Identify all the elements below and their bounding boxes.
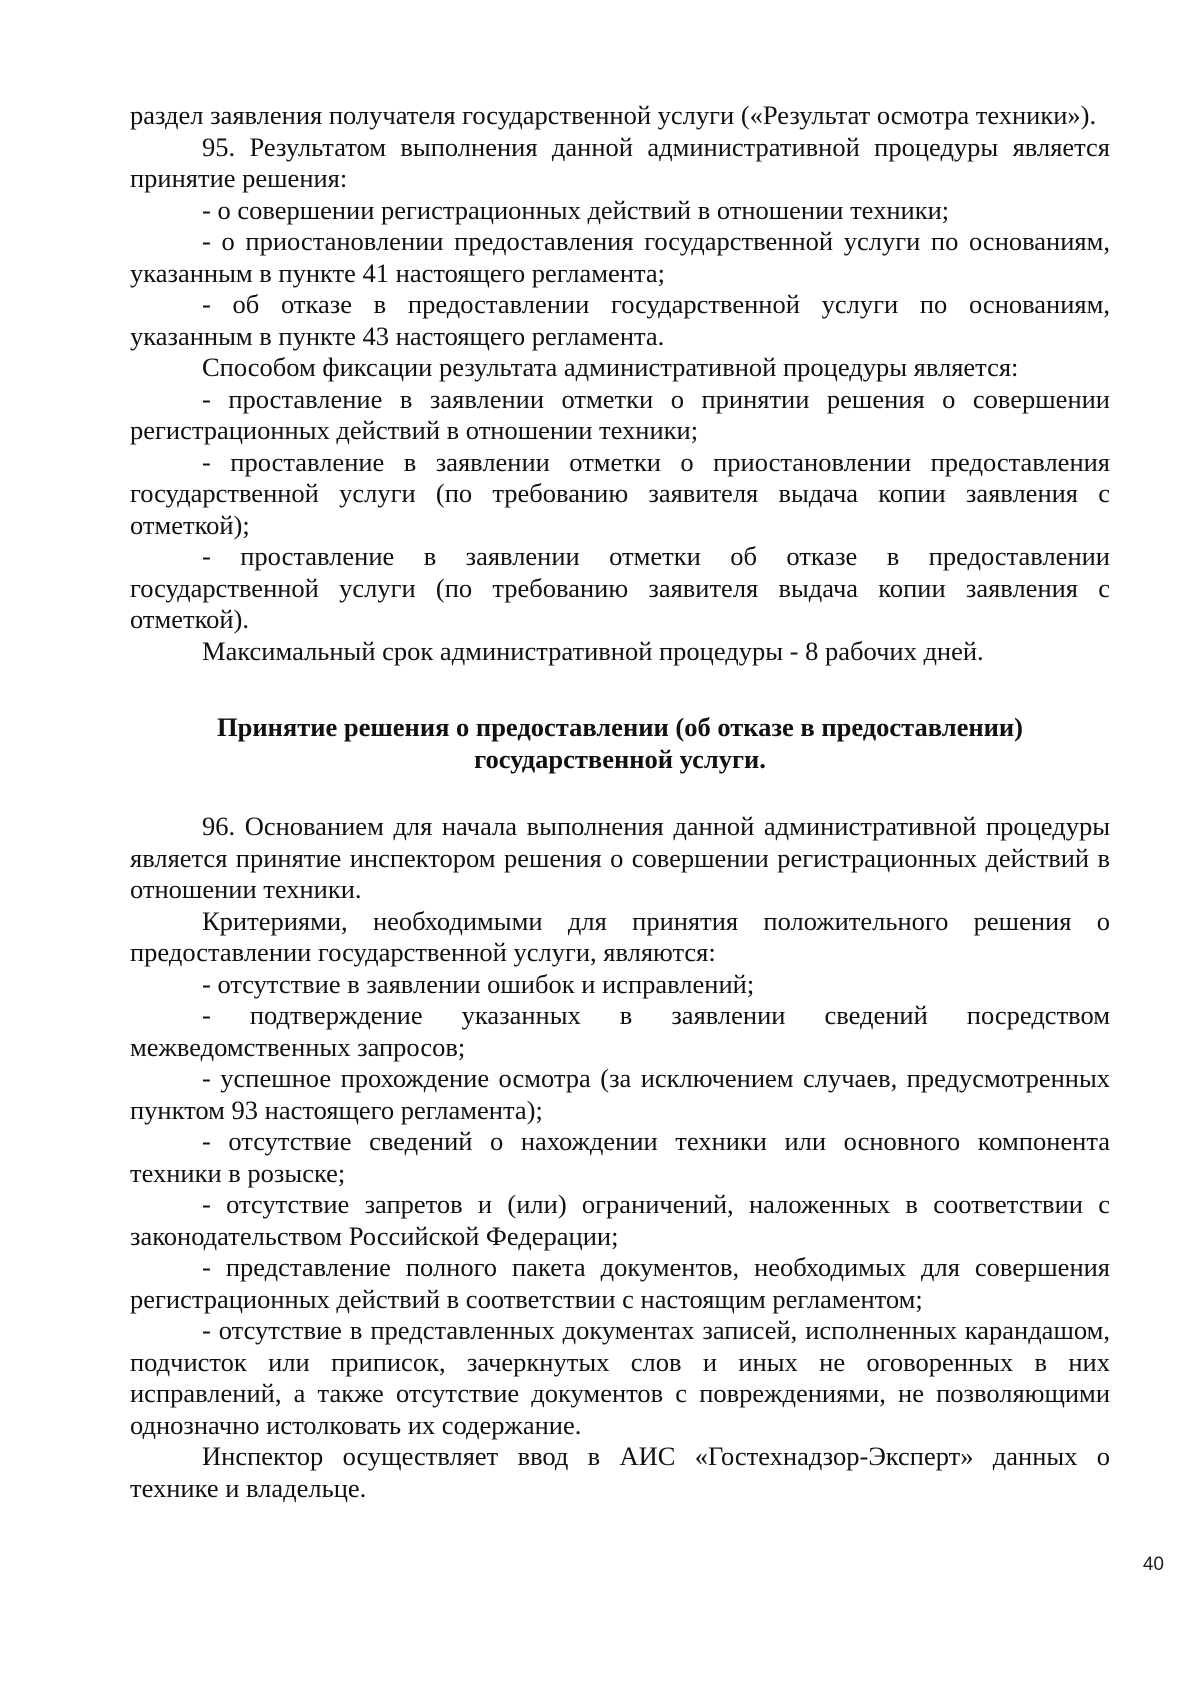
list-item-no-errors: - отсутствие в заявлении ошибок и исправлений; bbox=[202, 968, 755, 999]
document-page bbox=[130, 100, 1110, 1504]
list-item-no-restrictions: - отсутствие запретов и (или) ограничений, наложенных в соответствии с законодательством Российской Федерации; bbox=[130, 1189, 1110, 1251]
page-number: 40 bbox=[1142, 1554, 1164, 1575]
list-item-no-corrections: - отсутствие в представленных документах записей, исполненных карандашом, подчисток или приписок, зачеркнутых слов и иных не оговоренных в них исправлений, а также отсутствие документов с повреждениями, не позволяющими однозначно истолковать их содержание. bbox=[130, 1315, 1110, 1440]
section-heading bbox=[130, 711, 1110, 775]
list-item-refusal: - об отказе в предоставлении государственной услуги по основаниям, указанным в пункте 43 настоящего регламента. bbox=[130, 289, 1110, 351]
list-item-registration: - о совершении регистрационных действий в отношении техники; bbox=[202, 194, 950, 225]
paragraph-inspector-input: Инспектор осуществляет ввод в АИС «Гостехнадзор-Эксперт» данных о технике и владельце. bbox=[130, 1441, 1110, 1503]
paragraph-max-term: Максимальный срок административной процедуры - 8 рабочих дней. bbox=[202, 635, 984, 666]
section-heading-line-1: Принятие решения о предоставлении (об отказе в предоставлении) bbox=[217, 712, 1023, 742]
list-item-mark-decision: - проставление в заявлении отметки о принятии решения о совершении регистрационных действий в отношении техники; bbox=[130, 383, 1110, 445]
paragraph-fixation-method: Способом фиксации результата административной процедуры является: bbox=[202, 352, 1019, 382]
list-item-mark-refusal: - проставление в заявлении отметки об отказе в предоставлении государственной услуги (по требованию заявителя выдача копии заявления с отметкой). bbox=[130, 541, 1110, 634]
list-item-confirmation: - подтверждение указанных в заявлении сведений посредством межведомственных запросов; bbox=[130, 1000, 1110, 1062]
paragraph-criteria: Критериями, необходимыми для принятия положительного решения о предоставлении государственной услуги, являются: bbox=[130, 905, 1110, 967]
paragraph-95: 95. Результатом выполнения данной административной процедуры является принятие решения: bbox=[130, 131, 1110, 193]
paragraph-96: 96. Основанием для начала выполнения данной административной процедуры является принятие инспектором решения о совершении регистрационных действий в отношении техники. bbox=[130, 811, 1110, 904]
paragraph-continuation: раздел заявления получателя государственной услуги («Результат осмотра техники»). bbox=[130, 100, 1097, 130]
list-item-suspension: - о приостановлении предоставления государственной услуги по основаниям, указанным в пункте 41 настоящего регламента; bbox=[130, 226, 1110, 288]
list-item-not-wanted: - отсутствие сведений о нахождении техники или основного компонента техники в розыске; bbox=[130, 1126, 1110, 1188]
list-item-mark-suspension: - проставление в заявлении отметки о приостановлении предоставления государственной услуги (по требованию заявителя выдача копии заявления с отметкой); bbox=[130, 446, 1110, 540]
list-item-full-package: - представление полного пакета документов, необходимых для совершения регистрационных действий в соответствии с настоящим регламентом; bbox=[130, 1252, 1110, 1314]
list-item-inspection: - успешное прохождение осмотра (за исключением случаев, предусмотренных пунктом 93 настоящего регламента); bbox=[130, 1063, 1110, 1125]
section-heading-line-2: государственной услуги. bbox=[474, 744, 766, 774]
